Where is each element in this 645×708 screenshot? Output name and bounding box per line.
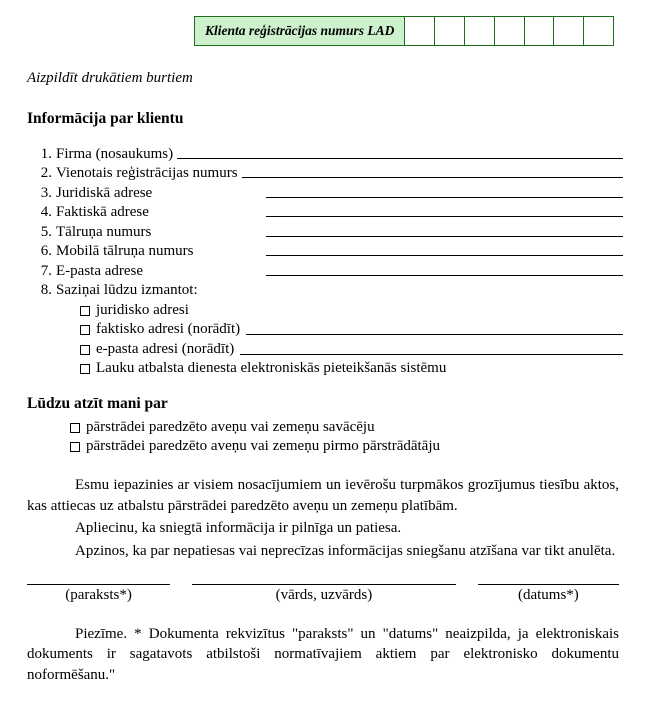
checkbox-icon[interactable] bbox=[70, 442, 80, 452]
checkbox-label: pārstrādei paredzēto aveņu vai zemeņu savācēju bbox=[86, 418, 375, 435]
signature-line-paraksts[interactable] bbox=[27, 584, 170, 585]
field-number: 4. bbox=[40, 204, 52, 220]
declaration-paragraph: Apliecinu, ka sniegtā informācija ir pilnīga un patiesa. bbox=[75, 520, 402, 537]
field-input-vienotais-registracijas-numurs[interactable] bbox=[242, 165, 623, 178]
recognition-checkbox-list bbox=[70, 416, 623, 455]
footnote-text: Piezīme. * Dokumenta rekvizītus "paraksts" un "datums" neaizpilda, ja elektroniskais dokuments ir sagatavots atbilstoši normatīvajiem aktiem par elektronisko dokumentu noformēšanu." bbox=[27, 625, 619, 684]
registration-number-cell[interactable] bbox=[554, 17, 584, 45]
checkbox-label: e-pasta adresi (norādīt) bbox=[96, 340, 235, 357]
registration-number-cell[interactable] bbox=[435, 17, 465, 45]
field-row-juridiska-adrese bbox=[32, 181, 623, 201]
field-number: 8. bbox=[40, 282, 52, 298]
field-input-juridiska-adrese[interactable] bbox=[266, 185, 623, 198]
registration-number-label: Klienta reģistrācijas numurs LAD bbox=[195, 17, 405, 45]
registration-number-cell[interactable] bbox=[584, 17, 613, 45]
signature-lines bbox=[27, 584, 619, 585]
checkbox-label: juridisko adresi bbox=[96, 301, 189, 318]
checkbox-row-faktisko-adresi[interactable] bbox=[80, 319, 623, 339]
registration-number-cells bbox=[405, 17, 613, 45]
checkbox-icon[interactable] bbox=[80, 325, 90, 335]
field-label: Vienotais reģistrācijas numurs bbox=[56, 165, 238, 181]
checkbox-icon[interactable] bbox=[80, 345, 90, 355]
footnote bbox=[27, 624, 619, 686]
checkbox-icon[interactable] bbox=[80, 364, 90, 374]
field-row-faktiska-adrese bbox=[32, 201, 623, 221]
field-label: E-pasta adrese bbox=[56, 262, 144, 279]
field-label: Faktiskā adrese bbox=[56, 204, 149, 220]
field-number: 6. bbox=[40, 243, 52, 259]
section-title-client-info: Informācija par klientu bbox=[27, 110, 184, 127]
signature-label-paraksts: (paraksts*) bbox=[65, 586, 132, 603]
field-input-firma[interactable] bbox=[177, 146, 623, 159]
field-number: 2. bbox=[40, 165, 52, 181]
checkbox-row-e-pasta-adresi[interactable] bbox=[80, 338, 623, 358]
field-row-e-pasta-adrese bbox=[32, 259, 623, 279]
registration-number-cell[interactable] bbox=[525, 17, 555, 45]
field-number: 3. bbox=[40, 184, 52, 201]
signature-line-datums[interactable] bbox=[478, 584, 619, 585]
field-input-talruna-numurs[interactable] bbox=[266, 224, 623, 237]
declaration-paragraph: Apzinos, ka par nepatiesas vai neprecīzas informācijas sniegšanu atzīšana var tikt anulēta. bbox=[75, 543, 616, 560]
section-title-recognition-request: Lūdzu atzīt mani par bbox=[27, 395, 168, 412]
declaration-paragraph: Esmu iepazinies ar visiem nosacījumiem un ievērošu turpmākos grozījumus tiesību aktos, kas attiecas uz atbalstu pārstrādei paredzēto aveņu un zemeņu platībām. bbox=[27, 477, 619, 514]
field-input-e-pasta-adrese-norade[interactable] bbox=[240, 342, 623, 355]
field-row-mobila-talruna-numurs bbox=[32, 240, 623, 260]
checkbox-row-juridisko-adresi[interactable] bbox=[80, 299, 623, 319]
declaration-paragraphs bbox=[27, 475, 619, 562]
checkbox-icon[interactable] bbox=[80, 306, 90, 316]
instruction-text: Aizpildīt drukātiem burtiem bbox=[27, 70, 193, 86]
registration-number-cell[interactable] bbox=[495, 17, 525, 45]
signature-label-datums: (datums*) bbox=[517, 586, 579, 603]
field-number: 7. bbox=[40, 262, 52, 279]
field-number: 1. bbox=[40, 145, 52, 162]
contact-preference-checkbox-list bbox=[80, 299, 623, 377]
registration-number-cell[interactable] bbox=[465, 17, 495, 45]
registration-number-box bbox=[194, 16, 614, 46]
checkbox-row-parstradatajs[interactable] bbox=[70, 436, 623, 456]
field-row-sazinai-ludzu-izmantot bbox=[32, 279, 623, 299]
field-number: 5. bbox=[40, 223, 52, 240]
checkbox-row-savacejs[interactable] bbox=[70, 416, 623, 436]
checkbox-label: faktisko adresi (norādīt) bbox=[96, 321, 241, 337]
field-row-talruna-numurs bbox=[32, 220, 623, 240]
field-label: Juridiskā adrese bbox=[56, 184, 153, 201]
checkbox-icon[interactable] bbox=[70, 423, 80, 433]
document-page bbox=[0, 16, 645, 708]
signature-label-vards-uzvards: (vārds, uzvārds) bbox=[275, 586, 373, 603]
field-input-e-pasta-adrese[interactable] bbox=[266, 263, 623, 276]
signature-line-vards-uzvards[interactable] bbox=[192, 584, 456, 585]
field-label: Firma (nosaukums) bbox=[56, 145, 174, 162]
checkbox-label: pārstrādei paredzēto aveņu vai zemeņu pirmo pārstrādātāju bbox=[86, 438, 441, 454]
field-label: Tālruņa numurs bbox=[56, 223, 152, 240]
checkbox-row-eps-sistema[interactable] bbox=[80, 358, 623, 378]
field-row-vienotais-registracijas-numurs bbox=[32, 162, 623, 182]
client-info-fields bbox=[32, 142, 623, 377]
signature-labels bbox=[27, 587, 619, 604]
checkbox-label: Lauku atbalsta dienesta elektroniskās pieteikšanās sistēmu bbox=[96, 360, 447, 376]
registration-number-cell[interactable] bbox=[405, 17, 435, 45]
field-input-faktiska-adrese-norade[interactable] bbox=[246, 322, 623, 335]
field-label: Saziņai lūdzu izmantot: bbox=[56, 282, 198, 298]
field-label: Mobilā tālruņa numurs bbox=[56, 243, 194, 259]
field-input-mobila-talruna-numurs[interactable] bbox=[266, 243, 623, 256]
field-input-faktiska-adrese[interactable] bbox=[266, 204, 623, 217]
field-row-firma bbox=[32, 142, 623, 162]
